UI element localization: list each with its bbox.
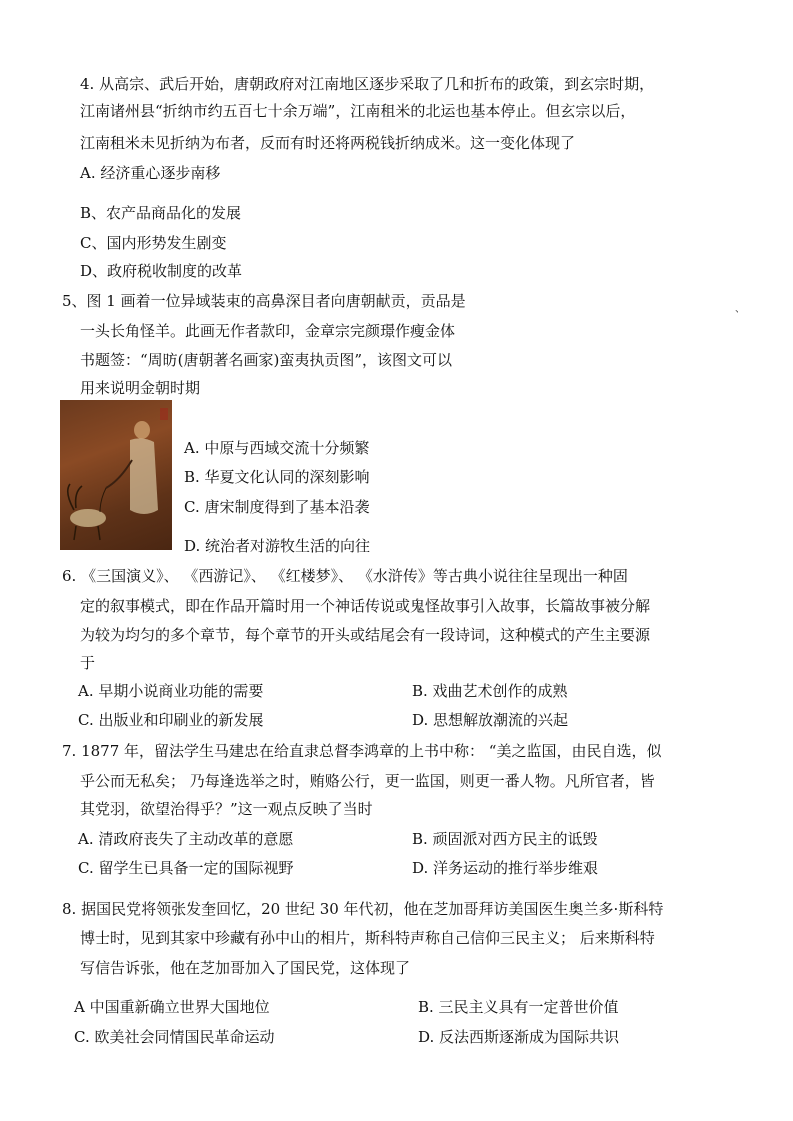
q4-stem-line-2: 江南诸州县“折纳市约五百七十余万端”，江南租米的北运也基本停止。但玄宗以后， <box>80 102 636 120</box>
q6-option-c[interactable]: C. 出版业和印刷业的新发展 <box>78 711 264 729</box>
q6-stem-line-1: 6. 《三国演义》、 《西游记》、 《红楼梦》、 《水浒传》等古典小说往往呈现出一种固 <box>62 567 628 585</box>
q5-option-d[interactable]: D. 统治者对游牧生活的向往 <box>184 537 371 555</box>
q4-option-b[interactable]: B、农产品商品化的发展 <box>80 204 242 222</box>
q5-stem-line-2: 一头长角怪羊。此画无作者款印，金章宗完颜璟作瘦金体 <box>80 322 456 340</box>
q7-option-a[interactable]: A. 清政府丧失了主动改革的意愿 <box>78 830 294 848</box>
q4-option-d[interactable]: D、政府税收制度的改革 <box>80 262 243 280</box>
q6-stem-line-3: 为较为均匀的多个章节，每个章节的开头或结尾会有一段诗词，这种模式的产生主要源 <box>80 626 651 644</box>
q4-stem-line-1: 4. 从高宗、武后开始，唐朝政府对江南地区逐步采取了几和折布的政策，到玄宗时期， <box>80 75 655 93</box>
q5-stem-line-1: 5、图 1 画着一位异域装束的高鼻深目者向唐朝献贡，贡品是 <box>62 292 466 310</box>
q6-option-d[interactable]: D. 思想解放潮流的兴起 <box>412 711 569 729</box>
q5-option-b[interactable]: B. 华夏文化认同的深刻影响 <box>184 468 370 486</box>
painting-figure-icon <box>60 400 172 550</box>
q4-option-a[interactable]: A. 经济重心逐步南移 <box>80 164 221 182</box>
q7-option-c[interactable]: C. 留学生已具备一定的国际视野 <box>78 859 294 877</box>
q5-option-c[interactable]: C. 唐宋制度得到了基本沿袭 <box>184 498 370 516</box>
tribute-painting-image <box>60 400 172 550</box>
q8-option-b[interactable]: B. 三民主义具有一定普世价值 <box>418 998 619 1016</box>
q6-stem-line-4: 于 <box>80 654 96 672</box>
q8-option-c[interactable]: C. 欧美社会同情国民革命运动 <box>74 1028 275 1046</box>
q7-stem-line-1: 7. 1877 年，留法学生马建忠在给直隶总督李鸿章的上书中称： “美之监国，由民自选，似 <box>62 742 662 760</box>
stray-mark: 、 <box>735 304 745 315</box>
q5-option-a[interactable]: A. 中原与西域交流十分频繁 <box>184 439 370 457</box>
q6-stem-line-2: 定的叙事模式，即在作品开篇时用一个神话传说或鬼怪故事引入故事，长篇故事被分解 <box>80 597 651 615</box>
q7-option-d[interactable]: D. 洋务运动的推行举步维艰 <box>412 859 599 877</box>
q6-option-b[interactable]: B. 戏曲艺术创作的成熟 <box>412 682 568 700</box>
q8-option-a[interactable]: A 中国重新确立世界大国地位 <box>74 998 270 1016</box>
q7-stem-line-3: 其党羽，欲望治得乎？”这一观点反映了当时 <box>80 800 373 818</box>
q5-stem-line-3: 书题签：“周昉(唐朝著名画家)蛮夷执贡图”，该图文可以 <box>80 351 453 369</box>
q8-stem-line-1: 8. 据国民党将领张发奎回忆，20 世纪 30 年代初，他在芝加哥拜访美国医生奥兰多·斯科特 <box>62 900 664 918</box>
q7-stem-line-2: 乎公而无私矣； 乃每逢选举之时，贿赂公行，更一监国，则更一番人物。凡所官者，皆 <box>80 772 655 790</box>
q7-option-b[interactable]: B. 顽固派对西方民主的诋毁 <box>412 830 598 848</box>
q4-stem-line-3: 江南租米未见折纳为布者，反而有时还将两税钱折纳成米。这一变化体现了 <box>80 134 576 152</box>
q6-option-a[interactable]: A. 早期小说商业功能的需要 <box>78 682 264 700</box>
q5-stem-line-4: 用来说明金朝时期 <box>80 379 201 397</box>
q8-stem-line-2: 博士时，见到其家中珍藏有孙中山的相片，斯科特声称自己信仰三民主义； 后来斯科特 <box>80 929 655 947</box>
q8-stem-line-3: 写信告诉张，他在芝加哥加入了国民党，这体现了 <box>80 959 411 977</box>
q8-option-d[interactable]: D. 反法西斯逐渐成为国际共识 <box>418 1028 620 1046</box>
q4-option-c[interactable]: C、国内形势发生剧变 <box>80 234 227 252</box>
